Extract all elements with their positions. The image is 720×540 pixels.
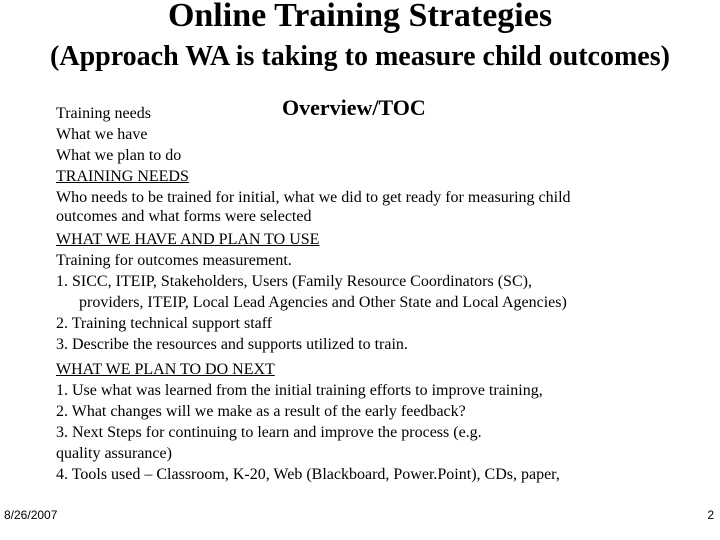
toc-heading: Overview/TOC [282,95,426,120]
section-text: Who needs to be trained for initial, what we did to get ready for measuring child [56,189,571,206]
list-item: 3. Describe the resources and supports utilized to train. [56,336,408,353]
section-heading-plan-next: WHAT WE PLAN TO DO NEXT [56,361,275,378]
footer-date: 8/26/2007 [4,508,58,522]
section-heading-have-and-plan: WHAT WE HAVE AND PLAN TO USE [56,231,320,248]
list-item: 3. Next Steps for continuing to learn and improve the process (e.g. [56,424,482,441]
slide-body [56,103,666,485]
slide-title: Online Training Strategies [167,0,553,34]
list-item: 4. Tools used – Classroom, K-20, Web (Blackboard, Power.Point), CDs, paper, [56,466,560,483]
list-item-continuation: quality assurance) [56,445,172,462]
list-item-continuation: providers, ITEIP, Local Lead Agencies and Other State and Local Agencies) [79,294,567,311]
toc-item-what-we-plan: What we plan to do [56,147,182,164]
list-item: 1. Use what was learned from the initial training efforts to improve training, [56,382,543,399]
list-item: 1. SICC, ITEIP, Stakeholders, Users (Family Resource Coordinators (SC), [56,273,532,290]
footer-page-number: 2 [707,508,714,522]
section-heading-training-needs: TRAINING NEEDS [56,168,189,185]
slide-subtitle: (Approach WA is taking to measure child outcomes) [50,41,670,72]
list-item: 2. What changes will we make as a result of the early feedback? [56,403,466,420]
list-item: 2. Training technical support staff [56,315,273,332]
toc-item-training-needs: Training needs [56,105,151,122]
section-text: Training for outcomes measurement. [56,252,292,269]
section-text: outcomes and what forms were selected [56,208,312,225]
toc-item-what-we-have: What we have [56,126,148,143]
